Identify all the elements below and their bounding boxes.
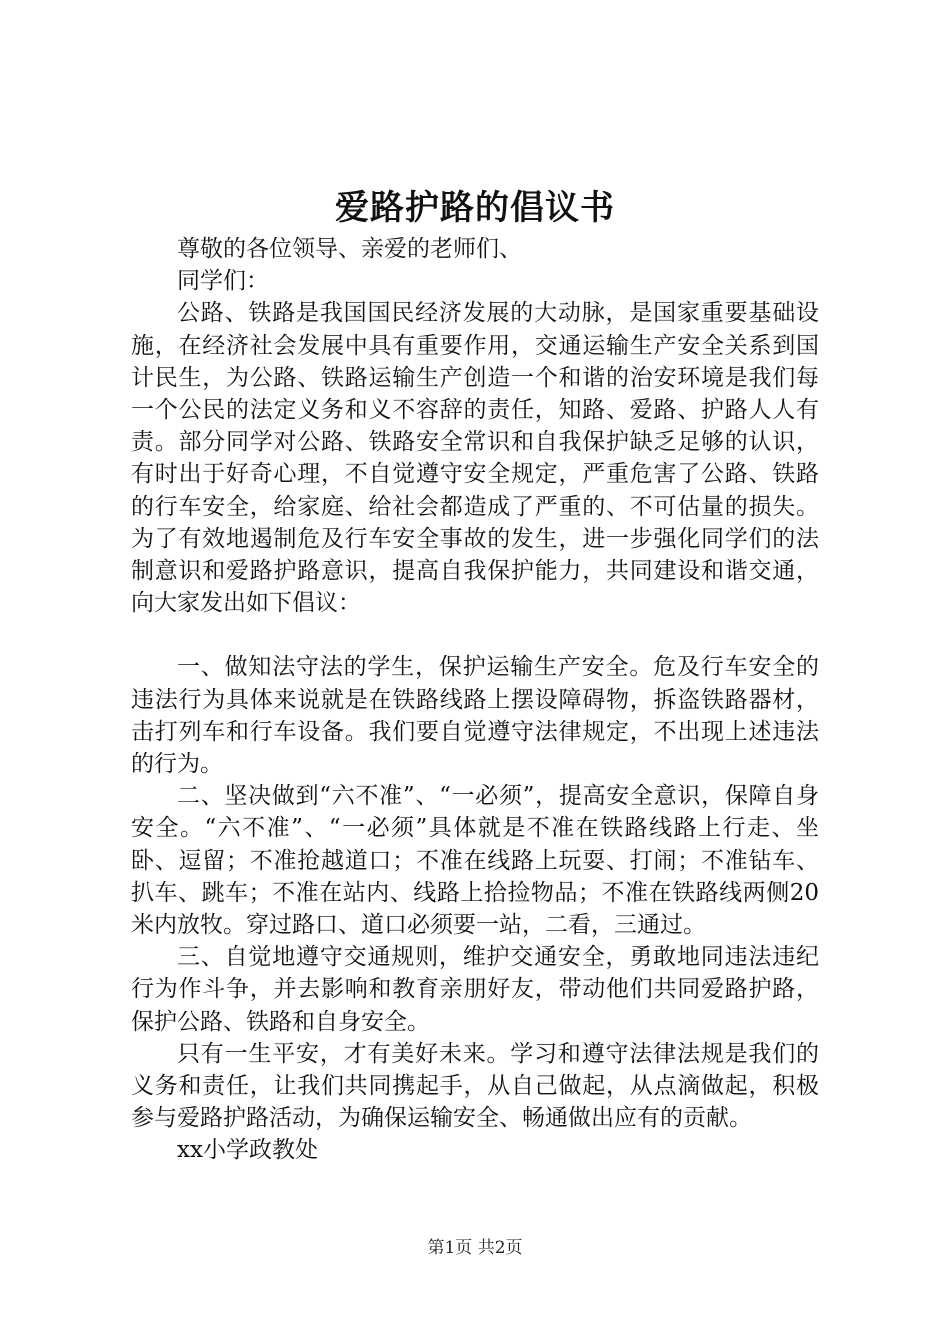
salutation-line-1: 尊敬的各位领导、亲爱的老师们、 (177, 236, 522, 262)
signature: xx小学政教处 (177, 1137, 318, 1164)
document-body (131, 233, 819, 1167)
closing-paragraph: 只有一生平安，才有美好未来。学习和遵守法律法规是我们的义务和责任，让我们共同携起手，从自己做起，从点滴做起，积极参与爱路护路活动，为确保运输安全、畅通做出应有的贡献。 (131, 1040, 819, 1132)
intro-paragraph: 公路、铁路是我国国民经济发展的大动脉，是国家重要基础设施，在经济社会发展中具有重要作用，交通运输生产安全关系到国计民生，为公路、铁路运输生产创造一个和谐的治安环境是我们每一个公民的法定义务和义不容辞的责任，知路、爱路、护路人人有责。部分同学对公路、铁路安全常识和自我保护缺乏足够的认识，有时出于好奇心理，不自觉遵守安全规定，严重危害了公路、铁路的行车安全，给家庭、给社会都造成了严重的、不可估量的损失。为了有效地遏制危及行车安全事故的发生，进一步强化同学们的法制意识和爱路护路意识，提高自我保护能力，共同建设和谐交通，向大家发出如下倡议： (131, 300, 819, 617)
point-2-paragraph: 二、坚决做到“六不准”、“一必须”，提高安全意识，保障自身安全。“六不准”、“一必须”具体就是不准在铁路线路上行走、坐卧、逗留；不准抢越道口；不准在线路上玩耍、打闹；不准钻车、扒车、跳车；不准在站内、线路上拾捡物品；不准在铁路线两侧20米内放牧。穿过路口、道口必须要一站，二看，三通过。 (131, 783, 819, 939)
page-number-footer: 第1页 共2页 (427, 1238, 523, 1258)
point-3-paragraph: 三、自觉地遵守交通规则，维护交通安全，勇敢地同违法违纪行为作斗争，并去影响和教育亲朋好友，带动他们共同爱路护路，保护公路、铁路和自身安全。 (131, 944, 819, 1035)
salutation-line-2: 同学们： (177, 268, 269, 295)
document-title: 爱路护路的倡议书 (335, 188, 615, 228)
point-1-paragraph: 一、做知法守法的学生，保护运输生产安全。危及行车安全的违法行为具体来说就是在铁路线路上摆设障碍物，拆盗铁路器材，击打列车和行车设备。我们要自觉遵守法律规定，不出现上述违法的行为。 (131, 654, 819, 778)
